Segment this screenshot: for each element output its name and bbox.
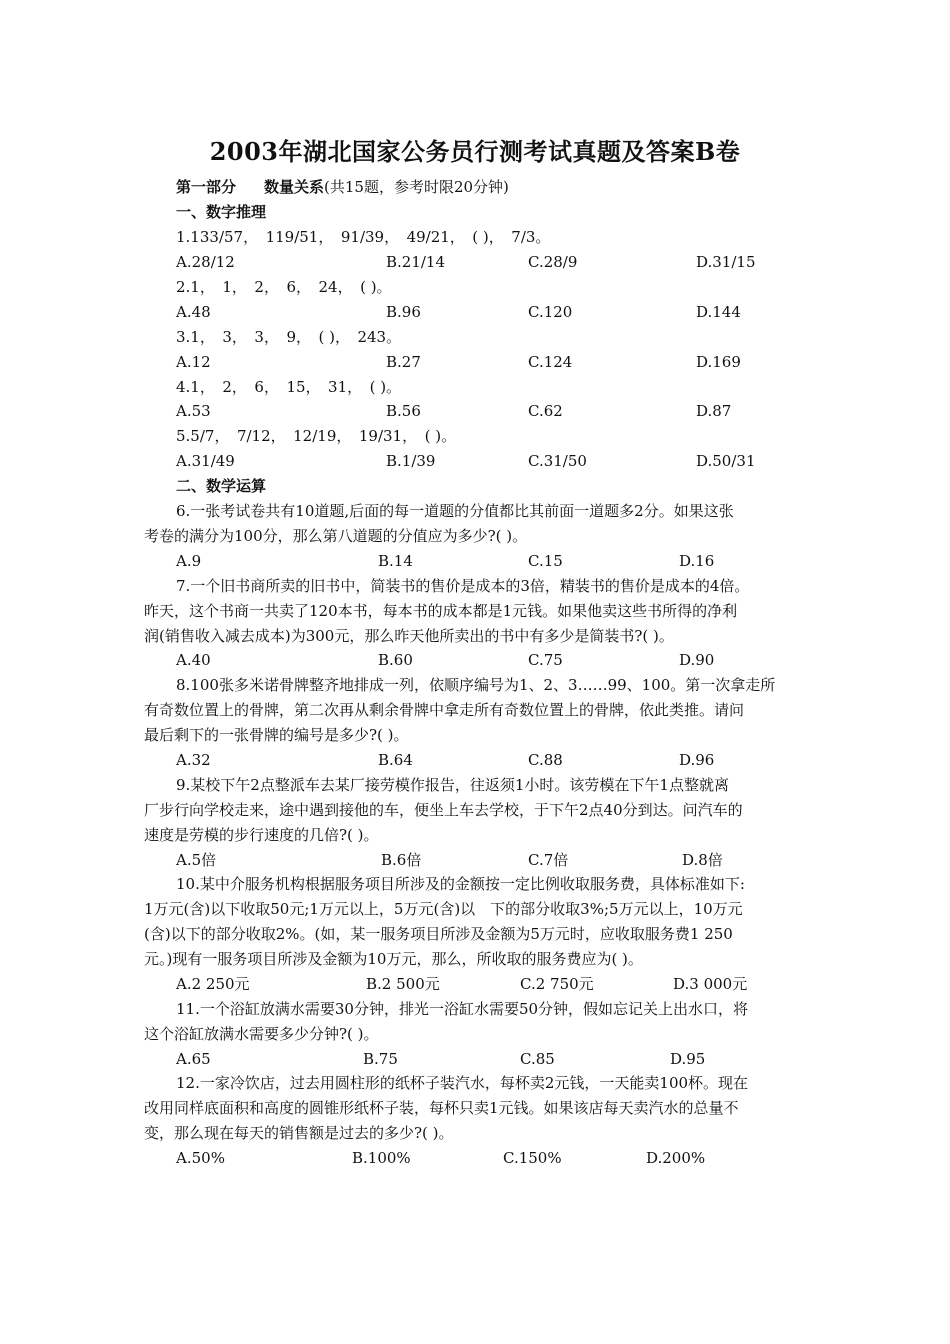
- option-b: B.1/39: [386, 452, 436, 470]
- part-name: 数量关系: [264, 178, 325, 196]
- part-note: (共15题，参考时限20分钟): [324, 178, 509, 196]
- question-stem: 12.一家冷饮店，过去用圆柱形的纸杯子装汽水，每杯卖2元钱，一天能卖100杯。现在: [176, 1074, 749, 1092]
- option-b: B.75: [363, 1050, 398, 1068]
- question-stem-continued: 最后剩下的一张骨牌的编号是多少?( )。: [144, 726, 409, 744]
- question-stem: 8.100张多米诺骨牌整齐地排成一列，依顺序编号为1、2、3……99、100。第一次拿走所: [176, 676, 776, 694]
- question-stem-continued: (含)以下的部分收取2%。(如，某一服务项目所涉及金额为5万元时，应收取服务费1 250: [144, 925, 733, 943]
- option-b: B.56: [386, 402, 421, 420]
- option-b: B.96: [386, 303, 421, 321]
- option-a: A.31/49: [176, 452, 235, 470]
- part-label: 第一部分: [176, 178, 237, 196]
- question-stem-continued: 厂步行向学校走来，途中遇到接他的车，便坐上车去学校，于下午2点40分到达。问汽车的: [144, 801, 743, 819]
- question-stem-continued: 速度是劳模的步行速度的几倍?( )。: [144, 826, 379, 844]
- question-stem-continued: 润(销售收入减去成本)为300元，那么昨天他所卖出的书中有多少是简装书?( )。: [144, 627, 674, 645]
- option-d: D.87: [696, 402, 732, 420]
- option-a: A.40: [176, 651, 211, 669]
- option-c: C.2 750元: [520, 975, 594, 993]
- option-c: C.124: [528, 353, 573, 371]
- part-heading: [176, 177, 509, 197]
- question-stem-continued: 昨天，这个书商一共卖了120本书，每本书的成本都是1元钱。如果他卖这些书所得的净利: [144, 602, 738, 620]
- option-d: D.169: [696, 353, 741, 371]
- option-b: B.64: [378, 751, 413, 769]
- option-c: C.75: [528, 651, 563, 669]
- question-stem: 11.一个浴缸放满水需要30分钟，排光一浴缸水需要50分钟，假如忘记关上出水口，将: [176, 1000, 749, 1018]
- option-d: D.200%: [646, 1149, 706, 1167]
- option-b: B.100%: [352, 1149, 411, 1167]
- option-d: D.90: [679, 651, 715, 669]
- question-stem: 4.1， 2， 6， 15， 31， ( )。: [176, 378, 402, 396]
- option-b: B.27: [386, 353, 421, 371]
- option-b: B.60: [378, 651, 413, 669]
- option-a: A.2 250元: [176, 975, 250, 993]
- option-c: C.85: [520, 1050, 555, 1068]
- question-stem: 2.1， 1， 2， 6， 24， ( )。: [176, 278, 392, 296]
- question-stem: 6.一张考试卷共有10道题,后面的每一道题的分值都比其前面一道题多2分。如果这张: [176, 502, 734, 520]
- question-stem: 3.1， 3， 3， 9， ( )， 243。: [176, 328, 402, 346]
- option-c: C.150%: [503, 1149, 562, 1167]
- option-c: C.28/9: [528, 253, 578, 271]
- question-stem: 10.某中介服务机构根据服务项目所涉及的金额按一定比例收取服务费，具体标准如下:: [176, 875, 745, 893]
- document-title: 2003年湖北国家公务员行测考试真题及答案B卷: [209, 137, 741, 166]
- option-a: A.28/12: [176, 253, 235, 271]
- option-c: C.31/50: [528, 452, 587, 470]
- option-c: C.7倍: [528, 851, 569, 869]
- option-d: D.144: [696, 303, 741, 321]
- option-a: A.32: [176, 751, 211, 769]
- option-a: A.53: [176, 402, 211, 420]
- option-a: A.12: [176, 353, 211, 371]
- option-a: A.9: [176, 552, 202, 570]
- question-stem-continued: 有奇数位置上的骨牌，第二次再从剩余骨牌中拿走所有奇数位置上的骨牌，依此类推。请问: [144, 701, 745, 719]
- question-stem: 9.某校下午2点整派车去某厂接劳模作报告，往返须1小时。该劳模在下午1点整就离: [176, 776, 729, 794]
- option-d: D.31/15: [696, 253, 756, 271]
- section-heading: 二、数学运算: [176, 477, 267, 495]
- question-stem: 1.133/57， 119/51， 91/39， 49/21， ( )， 7/3。: [176, 228, 551, 246]
- option-d: D.96: [679, 751, 715, 769]
- option-c: C.120: [528, 303, 573, 321]
- option-c: C.62: [528, 402, 563, 420]
- question-stem: 7.一个旧书商所卖的旧书中，简装书的售价是成本的3倍，精装书的售价是成本的4倍。: [176, 577, 750, 595]
- option-b: B.6倍: [381, 851, 422, 869]
- question-stem-continued: 1万元(含)以下收取50元;1万元以上，5万元(含)以 下的部分收取3%;5万元以上，10万元: [144, 900, 743, 918]
- option-b: B.14: [378, 552, 413, 570]
- question-stem-continued: 改用同样底面积和高度的圆锥形纸杯子装，每杯只卖1元钱。如果该店每天卖汽水的总量不: [144, 1099, 739, 1117]
- option-b: B.21/14: [386, 253, 446, 271]
- option-d: D.16: [679, 552, 715, 570]
- question-stem: 5.5/7， 7/12， 12/19， 19/31， ( )。: [176, 427, 457, 445]
- question-stem-continued: 变，那么现在每天的销售额是过去的多少?( )。: [144, 1124, 454, 1142]
- option-a: A.50%: [176, 1149, 225, 1167]
- option-a: A.48: [176, 303, 211, 321]
- option-d: D.3 000元: [673, 975, 748, 993]
- option-d: D.50/31: [696, 452, 756, 470]
- option-a: A.5倍: [176, 851, 217, 869]
- question-stem-continued: 这个浴缸放满水需要多少分钟?( )。: [144, 1025, 379, 1043]
- section-heading: 一、数字推理: [176, 203, 267, 221]
- option-d: D.95: [670, 1050, 706, 1068]
- option-a: A.65: [176, 1050, 211, 1068]
- question-stem-continued: 考卷的满分为100分，那么第八道题的分值应为多少?( )。: [144, 527, 528, 545]
- option-b: B.2 500元: [366, 975, 440, 993]
- option-d: D.8倍: [682, 851, 723, 869]
- question-stem-continued: 元。)现有一服务项目所涉及金额为10万元，那么，所收取的服务费应为( )。: [144, 950, 643, 968]
- option-c: C.88: [528, 751, 563, 769]
- option-c: C.15: [528, 552, 563, 570]
